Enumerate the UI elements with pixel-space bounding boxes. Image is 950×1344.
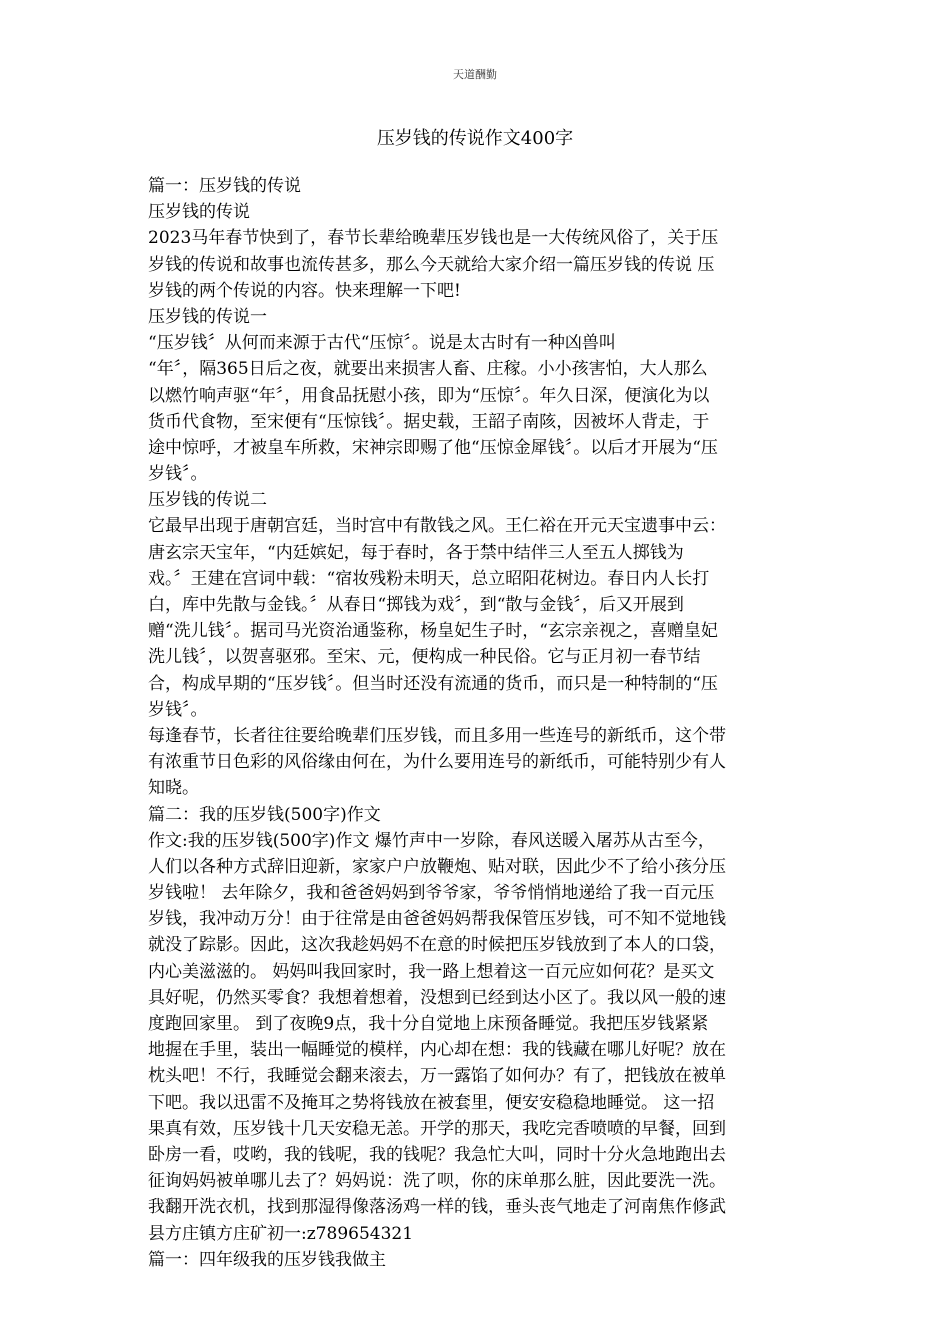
text-line: 岁钱，我冲动万分！由于往常是由爸爸妈妈帮我保管压岁钱，可不知不觉地钱 xyxy=(148,909,726,930)
text-line: 唐玄宗天宝年，“内廷嫔妃，每于春时，各于禁中结伴三人至五人掷钱为 xyxy=(148,542,684,563)
text-line: “年〞，隔365日后之夜，就要出来损害人畜、庄稼。小小孩害怕，大人那么 xyxy=(148,359,708,380)
text-line: 下吧。我以迅雷不及掩耳之势将钱放在被套里，便安安稳稳地睡觉。 这一招 xyxy=(148,1092,715,1113)
text-line: “压岁钱〞从何而来源于古代“压惊〞。说是太古时有一种凶兽叫 xyxy=(148,333,616,354)
text-line: 度跑回家里。 到了夜晚9点，我十分自觉地上床预备睡觉。我把压岁钱紧紧 xyxy=(148,1014,709,1034)
text-line: 我翻开洗衣机，找到那湿得像落汤鸡一样的钱，垂头丧气地走了河南焦作修武 xyxy=(148,1197,726,1218)
document-title: 压岁钱的传说作文400字 xyxy=(376,128,574,149)
text-line: 征询妈妈被单哪儿去了？妈妈说：洗了呗，你的床单那么脏，因此要洗一洗。 xyxy=(148,1171,726,1192)
text-line: 县方庄镇方庄矿初一:z789654321 xyxy=(148,1223,414,1244)
text-line: 岁钱的传说和故事也流传甚多，那么今天就给大家介绍一篇压岁钱的传说 压 xyxy=(148,254,715,275)
text-line: 2023马年春节快到了，春节长辈给晚辈压岁钱也是一大传统风俗了，关于压 xyxy=(148,228,719,249)
text-line: 岁钱〞。 xyxy=(148,699,208,720)
text-line: 卧房一看，哎哟，我的钱呢，我的钱呢？我急忙大叫，同时十分火急地跑出去 xyxy=(148,1144,726,1165)
text-line: 合，构成早期的“压岁钱〞。但当时还没有流通的货币，而只是一种特制的“压 xyxy=(148,673,718,694)
text-line: 篇二：我的压岁钱(500字)作文 xyxy=(148,804,381,825)
text-line: 人们以各种方式辞旧迎新，家家户户放鞭炮、贴对联，因此少不了给小孩分压 xyxy=(148,856,726,877)
text-line: 篇一：四年级我的压岁钱我做主 xyxy=(148,1249,386,1270)
text-line: 白，库中先散与金钱。〞从春日“掷钱为戏〞，到“散与金钱〞，后又开展到 xyxy=(148,595,684,615)
text-line: 岁钱的两个传说的内容。快来理解一下吧! xyxy=(148,280,461,301)
text-line: 作文:我的压岁钱(500字)作文 爆竹声中一岁除，春风送暖入屠苏从古至今， xyxy=(148,830,715,851)
text-line: 压岁钱的传说一 xyxy=(148,306,267,327)
text-line: 途中惊呼，才被皇车所救，宋神宗即赐了他“压惊金犀钱〞。以后才开展为“压 xyxy=(148,437,718,458)
text-line: 压岁钱的传说 xyxy=(148,202,250,223)
text-line: 具好呢，仍然买零食？我想着想着，没想到已经到达小区了。我以风一般的速 xyxy=(148,987,726,1008)
text-line: 岁钱〞。 xyxy=(148,464,208,485)
text-line: 篇一：压岁钱的传说 xyxy=(148,176,301,196)
text-line: 戏。〞王建在宫词中载：“宿妆残粉未明天，总立昭阳花树边。春日内人长打 xyxy=(148,568,710,589)
text-line: 货币代食物，至宋便有“压惊钱〞。据史载，王韶子南陔，因被坏人背走，于 xyxy=(148,411,710,432)
text-line: 有浓重节日色彩的风俗缘由何在，为什么要用连号的新纸币，可能特别少有人 xyxy=(148,752,726,773)
text-line: 赠“洗儿钱〞。据司马光资治通鉴称，杨皇妃生子时，“玄宗亲视之，喜赠皇妃 xyxy=(148,621,718,642)
text-line: 它最早出现于唐朝宫廷，当时宫中有散钱之风。王仁裕在开元天宝遗事中云： xyxy=(148,516,726,537)
text-line: 知晓。 xyxy=(148,778,199,799)
page-header: 天道酬勤 xyxy=(453,68,497,81)
text-line: 果真有效，压岁钱十几天安稳无恙。开学的那天，我吃完香喷喷的早餐，回到 xyxy=(148,1118,726,1139)
text-line: 压岁钱的传说二 xyxy=(148,490,267,511)
text-line: 岁钱啦！ 去年除夕，我和爸爸妈妈到爷爷家，爷爷悄悄地递给了我一百元压 xyxy=(148,883,715,904)
text-line: 每逢春节，长者往往要给晚辈们压岁钱，而且多用一些连号的新纸币，这个带 xyxy=(148,725,726,746)
text-line: 洗儿钱〞，以贺喜驱邪。至宋、元，便构成一种民俗。它与正月初一春节结 xyxy=(148,647,701,668)
text-line: 地握在手里，装出一幅睡觉的模样，内心却在想：我的钱藏在哪儿好呢？放在 xyxy=(148,1040,726,1061)
text-line: 以燃竹响声驱“年〞，用食品抚慰小孩，即为“压惊〞。年久日深，便演化为以 xyxy=(148,385,710,406)
text-line: 枕头吧！不行，我睡觉会翻来滚去，万一露馅了如何办？有了，把钱放在被单 xyxy=(148,1066,726,1087)
document-body xyxy=(148,173,804,1273)
text-line: 内心美滋滋的。 妈妈叫我回家时，我一路上想着这一百元应如何花？是买文 xyxy=(148,961,715,982)
text-line: 就没了踪影。因此，这次我趁妈妈不在意的时候把压岁钱放到了本人的口袋， xyxy=(148,935,726,956)
